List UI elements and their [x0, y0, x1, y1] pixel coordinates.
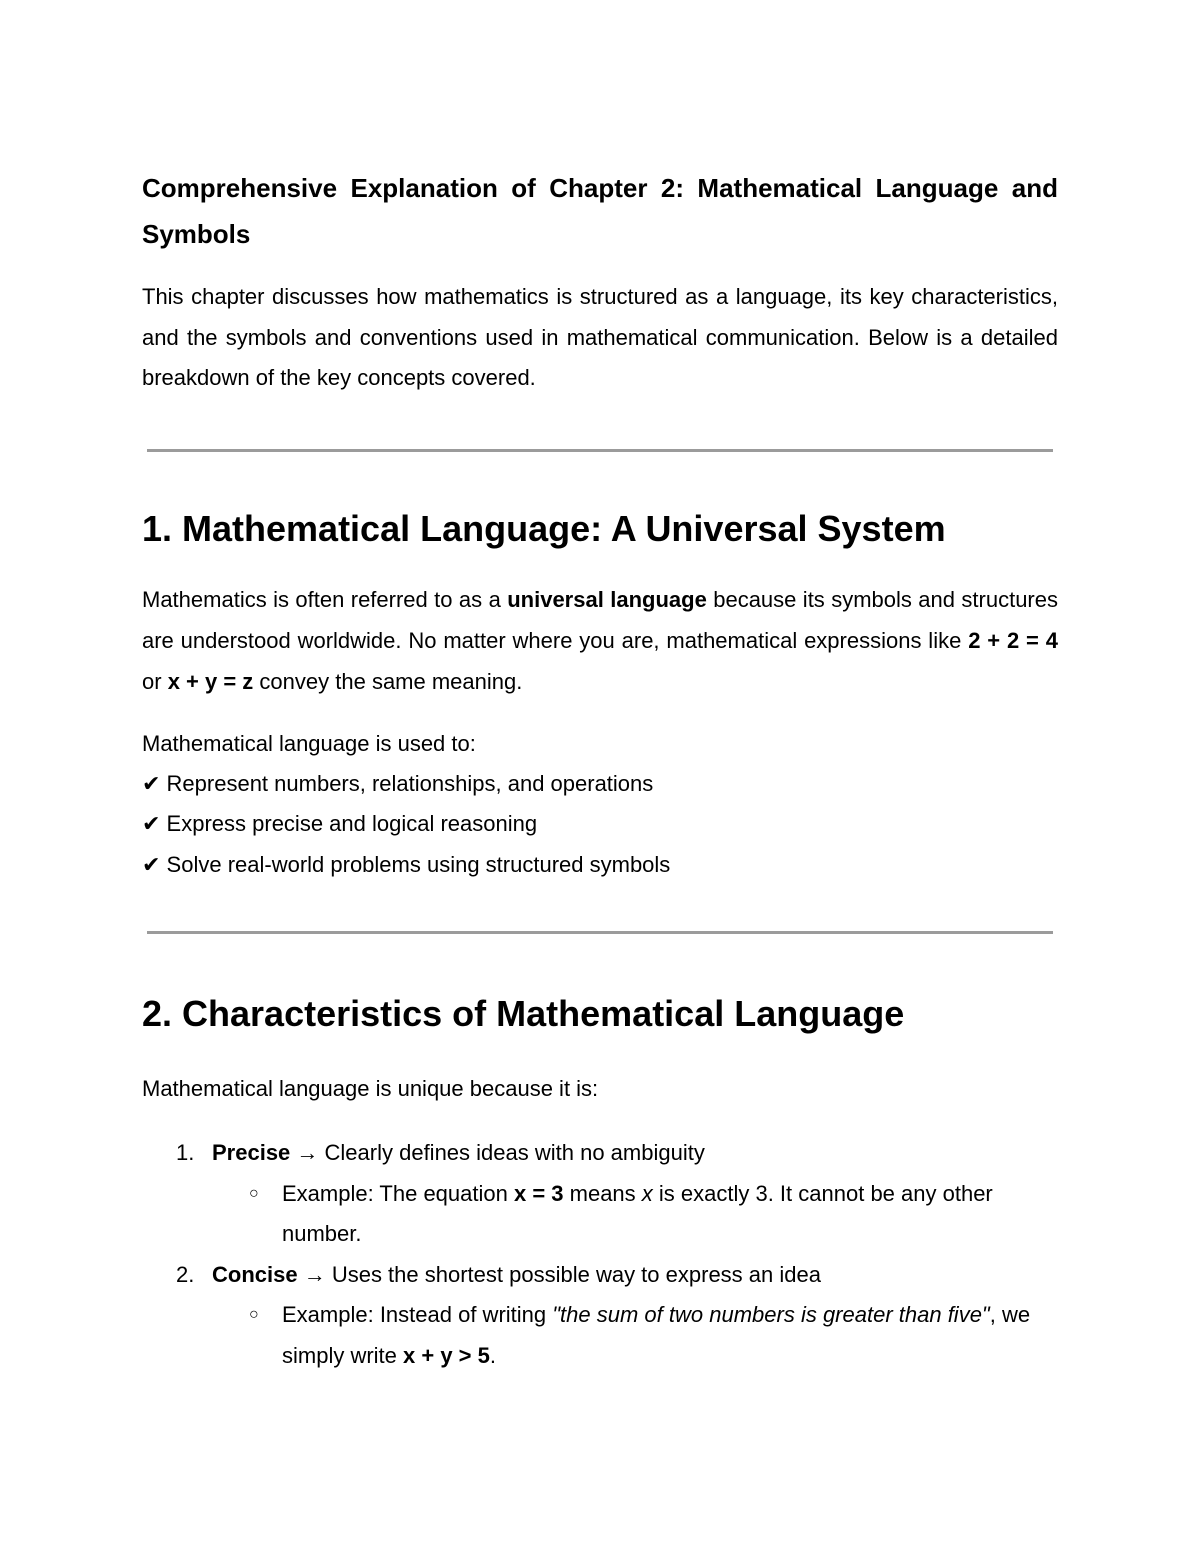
- circle-bullet-icon: ○: [249, 1306, 259, 1323]
- section-divider: [147, 449, 1053, 452]
- list-item-precise: 1. Precise → Clearly defines ideas with no ambiguity ○ Example: The equation x = 3 means x is exactly 3. It cannot be any other number.: [142, 1133, 1058, 1255]
- check-list: [142, 764, 1058, 886]
- sub-list: [212, 1295, 1058, 1376]
- example-item: ○ Example: Instead of writing "the sum of two numbers is greater than five", we simply write x + y > 5.: [212, 1295, 1058, 1376]
- characteristics-list: [142, 1133, 1058, 1376]
- section-2-heading: 2. Characteristics of Mathematical Language: [142, 993, 905, 1034]
- sub-list: [212, 1174, 1058, 1255]
- check-item: ✔ Represent numbers, relationships, and operations: [142, 770, 654, 796]
- section-divider: [147, 931, 1053, 934]
- section-2-intro: Mathematical language is unique because it is:: [142, 1076, 599, 1101]
- check-item: ✔ Solve real-world problems using structured symbols: [142, 851, 671, 877]
- list-number: 1.: [176, 1140, 195, 1165]
- expression-2-plus-2: 2 + 2 = 4: [968, 627, 1058, 653]
- example-item: ○ Example: The equation x = 3 means x is exactly 3. It cannot be any other number.: [212, 1174, 1058, 1255]
- expression-x-plus-y: x + y = z: [167, 668, 254, 694]
- list-number: 2.: [176, 1261, 195, 1287]
- list-item-concise: 2. Concise → Uses the shortest possible way to express an idea ○ Example: Instead of writing "the sum of two numbers is greater than five", we simply write x + y > 5.: [142, 1255, 1058, 1377]
- term-precise: Precise: [212, 1140, 291, 1165]
- intro-paragraph: This chapter discusses how mathematics is structured as a language, its key characteristics, and the symbols and conventions used in mathematical communication. Below is a detailed breakdown of the key concepts covered.: [142, 284, 1058, 390]
- document-title: Comprehensive Explanation of Chapter 2: Mathematical Language and Symbols: [142, 173, 1058, 249]
- section-1-paragraph: Mathematics is often referred to as a universal language because its symbols and structures are understood worldwide. No matter where you are, mathematical expressions like 2 + 2 = 4 or x + y = z convey the same meaning.: [142, 586, 1058, 694]
- term-concise: Concise: [212, 1261, 298, 1287]
- circle-bullet-icon: ○: [249, 1184, 259, 1202]
- used-to-intro: Mathematical language is used to:: [142, 730, 476, 756]
- check-item: ✔ Express precise and logical reasoning: [142, 811, 538, 836]
- section-1-heading: 1. Mathematical Language: A Universal System: [142, 507, 946, 549]
- universal-language-term: universal language: [507, 586, 707, 612]
- document-page: [142, 165, 1058, 1376]
